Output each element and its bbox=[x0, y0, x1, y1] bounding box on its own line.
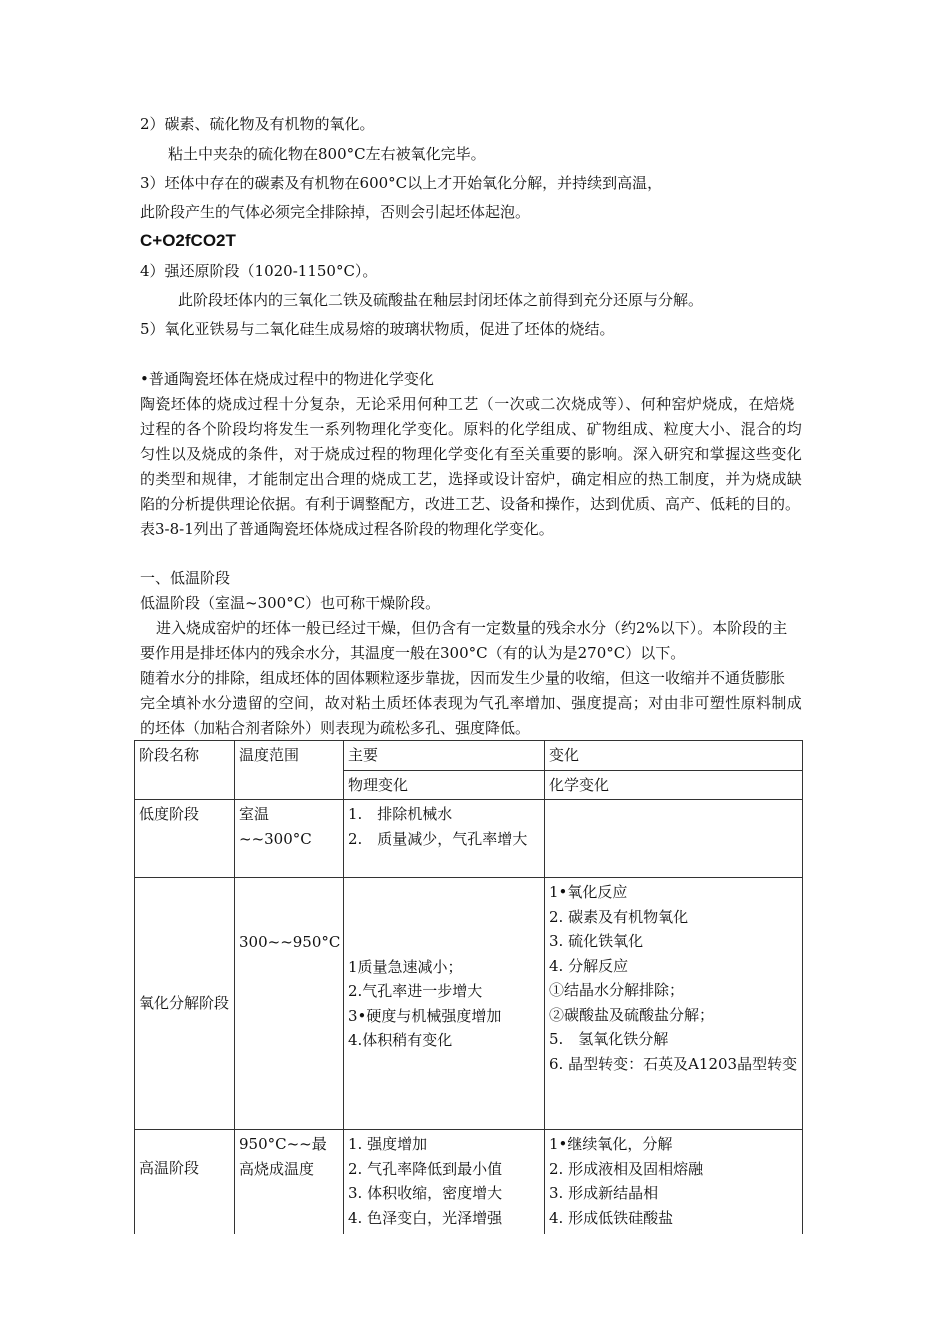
physical-change-item: 3. 体积收缩，密度增大 bbox=[348, 1184, 503, 1202]
header-temp: 温度范围 bbox=[235, 741, 344, 800]
temp-range-value: 300~~950°C bbox=[239, 933, 341, 951]
chemical-equation: C+O2fCO2T bbox=[140, 231, 236, 250]
chemical-change-item: 1•继续氧化，分解 bbox=[549, 1135, 673, 1153]
intro-item-3-line1: 3）坯体中存在的碳素及有机物在600°C以上才开始氧化分解，并持续到高温， bbox=[140, 174, 663, 192]
chemical-change-item: 6. 晶型转变：石英及A1203晶型转变 bbox=[549, 1054, 798, 1073]
chemical-changes bbox=[545, 800, 803, 878]
low-temp-line: 要作用是排坯体内的残余水分，其温度一般在300°C（有的认为是270°C）以下。 bbox=[140, 644, 686, 662]
physical-changes bbox=[344, 1130, 545, 1234]
temp-range bbox=[235, 878, 344, 1130]
table-row bbox=[135, 878, 803, 1130]
table-row bbox=[135, 800, 803, 878]
low-temp-line: 随着水分的排除，组成坯体的固体颗粒逐步靠拢，因而发生少量的收缩，但这一收缩并不通货膨胀 bbox=[140, 669, 786, 687]
temp-range: 室温~~300°C bbox=[235, 800, 344, 878]
section-paragraph-line: 表3-8-1列出了普通陶瓷坯体烧成过程各阶段的物理化学变化。 bbox=[140, 520, 554, 538]
chemical-change-item: ①结晶水分解排除； bbox=[549, 981, 685, 999]
chemical-changes bbox=[545, 878, 803, 1130]
chemical-change-item: 5. 氢氧化铁分解 bbox=[549, 1030, 669, 1048]
physical-change-item: 2. 质量减少，气孔率增大 bbox=[348, 829, 528, 848]
physical-change-item: 1. 排除机械水 bbox=[348, 805, 453, 823]
low-temp-line: 低温阶段（室温~300°C）也可称干燥阶段。 bbox=[140, 594, 441, 612]
section-paragraph-line: 陷的分析提供理论依据。有利于调整配方，改进工艺、设备和操作，达到优质、高产、低耗的目的。 bbox=[140, 495, 801, 513]
chemical-change-item: 1•氧化反应 bbox=[549, 883, 628, 901]
physical-change-item: 1质量急速减小； bbox=[348, 957, 463, 976]
chemical-change-item: 4. 分解反应 bbox=[549, 956, 629, 975]
section-title: •普通陶瓷坯体在烧成过程中的物进化学变化 bbox=[140, 370, 434, 388]
physical-change-item: 2. 气孔率降低到最小值 bbox=[348, 1159, 503, 1178]
chemical-change-item: 2. 形成液相及固相熔融 bbox=[549, 1159, 704, 1178]
physical-change-item: 4.体积稍有变化 bbox=[348, 1031, 453, 1049]
header-chemical: 化学变化 bbox=[545, 770, 803, 800]
intro-item-4-note: 此阶段坯体内的三氧化二铁及硫酸盐在釉层封闭坯体之前得到充分还原与分解。 bbox=[178, 291, 704, 309]
chemical-change-item: ②碳酸盐及硫酸盐分解； bbox=[549, 1005, 715, 1024]
stage-name: 低度阶段 bbox=[135, 800, 235, 878]
stage-name: 氧化分解阶段 bbox=[135, 878, 235, 1130]
intro-item-4: 4）强还原阶段（1020-1150°C）。 bbox=[140, 262, 378, 280]
physical-change-item: 3•硬度与机械强度增加 bbox=[348, 1006, 502, 1025]
physical-change-item: 1. 强度增加 bbox=[348, 1135, 428, 1153]
table-header-row bbox=[135, 741, 803, 771]
chemical-changes bbox=[545, 1130, 803, 1234]
physical-change-item: 4. 色泽变白，光泽增强 bbox=[348, 1208, 503, 1227]
chemical-change-item: 2. 碳素及有机物氧化 bbox=[549, 907, 689, 926]
table-row bbox=[135, 1130, 803, 1234]
header-stage: 阶段名称 bbox=[135, 741, 235, 800]
physical-change-item: 2.气孔率进一步增大 bbox=[348, 982, 483, 1000]
intro-item-2: 2）碳素、硫化物及有机物的氧化。 bbox=[140, 115, 375, 133]
header-change: 变化 bbox=[545, 741, 803, 771]
header-physical: 物理变化 bbox=[344, 770, 545, 800]
low-temp-line: 的坯体（加粘合剂者除外）则表现为疏松多孔、强度降低。 bbox=[140, 719, 531, 737]
section-paragraph-line: 过程的各个阶段均将发生一系列物理化学变化。原料的化学组成、矿物组成、粒度大小、混合的均 bbox=[140, 420, 803, 438]
low-temp-line: 完全填补水分遗留的空间，故对粘土质坯体表现为气孔率增加、强度提高；对由非可塑性原料制成 bbox=[140, 694, 803, 712]
chemical-change-item: 3. 硫化铁氧化 bbox=[549, 932, 644, 950]
physical-changes bbox=[344, 800, 545, 878]
section-paragraph-line: 匀性以及烧成的条件，对于烧成过程的物理化学变化有至关重要的影响。深入研究和掌握这些变化 bbox=[140, 445, 803, 463]
section-paragraph-line: 的类型和规律，才能制定出合理的烧成工艺，选择或设计窑炉，确定相应的热工制度，并为烧成缺 bbox=[140, 470, 803, 488]
stage-name-value: 高温阶段 bbox=[139, 1159, 200, 1177]
stage-name bbox=[135, 1130, 235, 1234]
firing-stages-table bbox=[134, 740, 803, 1234]
chemical-change-item: 3. 形成新结晶相 bbox=[549, 1184, 659, 1202]
header-main: 主要 bbox=[344, 741, 545, 771]
intro-item-3-line2: 此阶段产生的气体必须完全排除掉，否则会引起坯体起泡。 bbox=[140, 203, 531, 221]
low-temp-title: 一、低温阶段 bbox=[140, 569, 231, 587]
intro-item-5: 5）氧化亚铁易与二氧化硅生成易熔的玻璃状物质，促进了坯体的烧结。 bbox=[140, 320, 615, 338]
low-temp-line: 进入烧成窑炉的坯体一般已经过干燥，但仍含有一定数量的残余水分（约2%以下）。本阶段的主 bbox=[156, 619, 788, 637]
physical-changes bbox=[344, 878, 545, 1130]
temp-range: 950°C~~最高烧成温度 bbox=[235, 1130, 344, 1234]
section-paragraph-line: 陶瓷坯体的烧成过程十分复杂，无论采用何种工艺（一次或二次烧成等）、何种窑炉烧成，在焙烧 bbox=[140, 395, 795, 413]
chemical-change-item: 4. 形成低铁硅酸盐 bbox=[549, 1208, 674, 1227]
intro-item-2-note: 粘土中夹杂的硫化物在800°C左右被氧化完毕。 bbox=[168, 145, 486, 163]
